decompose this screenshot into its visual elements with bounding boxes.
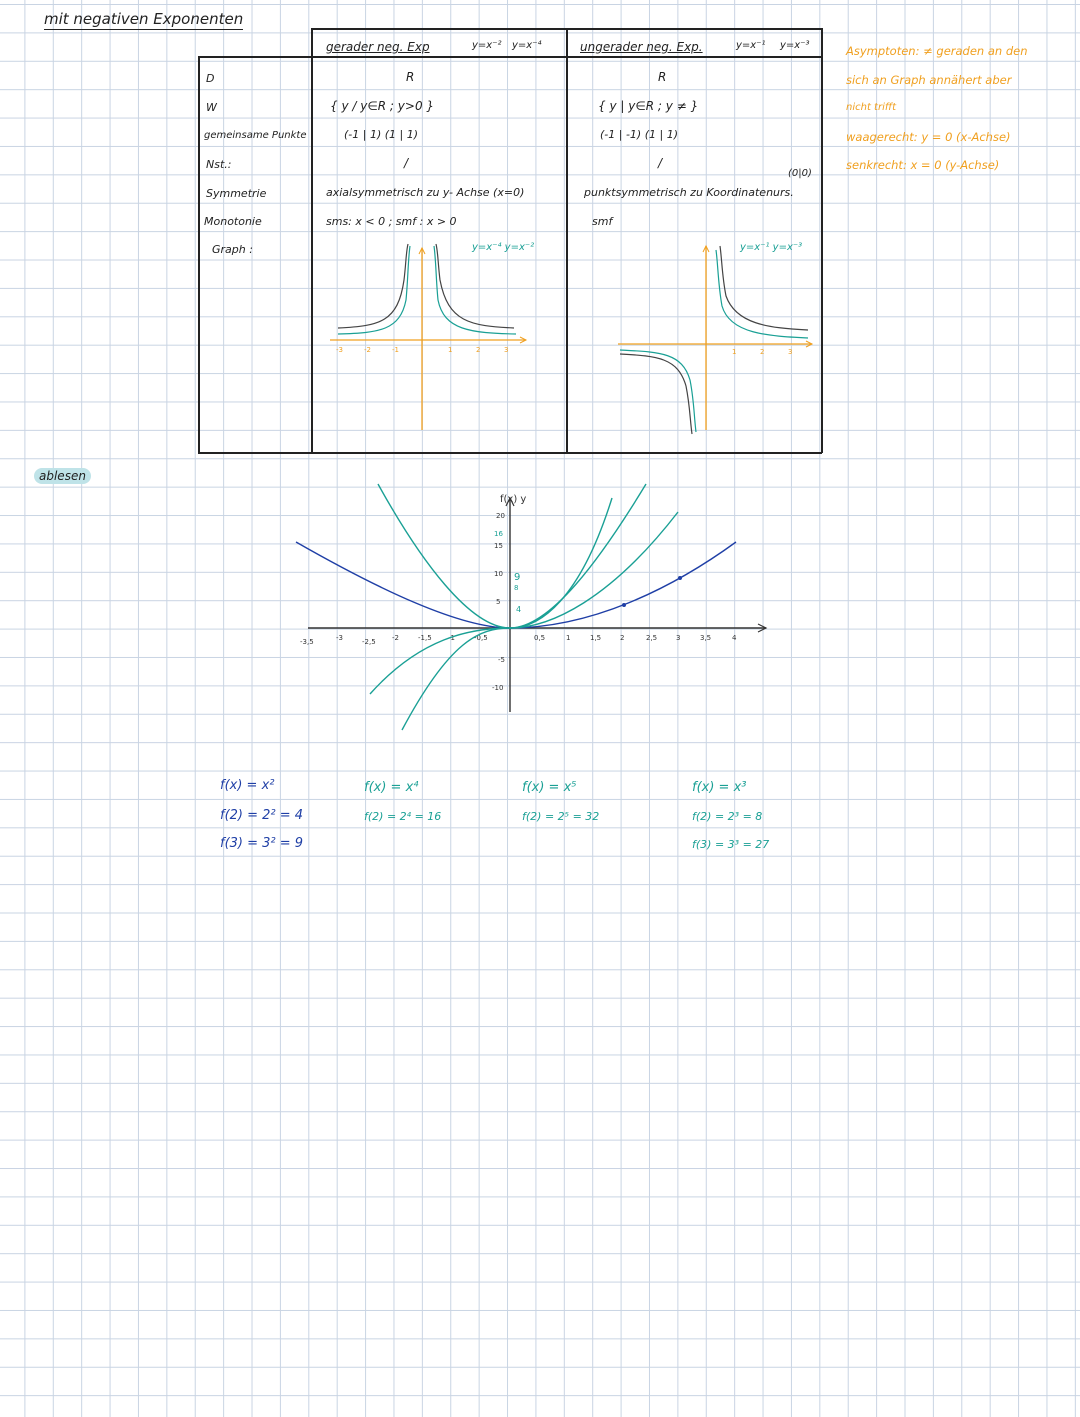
calc-x2-f2: f(2) = 2² = 4 [220,808,304,823]
even-curve-x-2-left [338,244,408,328]
row-label-nst: Nst.: [206,158,232,171]
even-tick-neg3: -3 [336,346,343,354]
big-y-tick: 5 [496,598,501,606]
even-legend: y=x⁻⁴ y=x⁻² [472,242,535,253]
big-x-tick: -0,5 [474,634,488,642]
row-label-points: gemeinsame Punkte [204,130,307,141]
row-label-symmetry: Symmetrie [206,187,267,200]
odd-curve-x-1-right [720,246,808,330]
point-x-squared-2 [622,603,626,607]
section-badge: ablesen [34,468,91,484]
big-x-tick: 2 [620,634,625,642]
asymptote-line-1: Asymptoten: ≠ geraden an den [846,44,1028,58]
even-tick-1: 1 [448,346,453,354]
asymptote-line-4: waagerecht: y = 0 (x-Achse) [846,130,1011,144]
odd-range: { y | y∈R ; y ≠ } [598,99,699,113]
even-nst: / [404,156,409,170]
even-curve-x-4-right [434,246,516,334]
asymptote-line-5: senkrecht: x = 0 (y-Achse) [846,158,1000,172]
row-label-w: W [206,101,217,114]
big-x-tick: -3 [336,634,343,642]
even-header: gerader neg. Exp [326,40,430,54]
big-x-tick: 2,5 [646,634,658,642]
big-x-tick: -3,5 [300,638,314,646]
even-points: (-1 | 1) (1 | 1) [344,128,419,141]
point-x-squared-3 [678,576,682,580]
big-y-label: f(x) y [500,494,527,505]
row-label-d: D [206,72,215,85]
odd-func2: y=x⁻³ [780,40,810,51]
odd-points: (-1 | -1) (1 | 1) [600,128,678,141]
even-symmetry: axialsymmetrisch zu y- Achse (x=0) [326,186,525,199]
big-x-tick: 1,5 [590,634,602,642]
even-tick-neg2: -2 [364,346,371,354]
odd-tick-3: 3 [788,348,793,356]
big-y-ticks [492,512,505,692]
calc-x4-f2: f(2) = 2⁴ = 16 [364,810,442,823]
big-annotation-9: 9 [514,572,521,583]
odd-origin: (0|0) [788,168,812,179]
odd-header: ungerader neg. Exp. [580,40,703,54]
row-label-graph: Graph : [212,243,253,256]
asymptote-line-2: sich an Graph annähert aber [846,73,1012,87]
odd-curve-x-3-left [620,350,696,432]
even-tick-3: 3 [504,346,509,354]
big-y-tick: 15 [494,542,503,550]
even-tick-neg1: -1 [392,346,399,354]
even-tick-2: 2 [476,346,481,354]
power-functions-graph [290,480,790,720]
big-x-tick: 3 [676,634,681,642]
curve-x-fifth [402,498,612,730]
odd-symmetry: punktsymmetrisch zu Koordinatenurs. [584,186,794,199]
even-curve-x-2-right [436,244,514,328]
big-y-tick: 10 [494,570,503,578]
even-domain: R [406,70,415,84]
row-label-monotony: Monotonie [204,215,262,228]
big-annotation-4: 4 [516,605,522,614]
asymptote-line-3: nicht trifft [846,102,896,113]
even-func2: y=x⁻⁴ [512,40,542,51]
big-annotation-8: 8 [514,584,519,592]
even-monotony: sms: x < 0 ; smf : x > 0 [326,215,457,228]
big-x-tick: 0,5 [534,634,546,642]
even-range: { y / y∈R ; y>0 } [330,99,435,113]
big-x-tick: 1 [566,634,571,642]
even-curve-x-4-left [338,246,410,334]
odd-graph [618,240,818,440]
calc-x2-def: f(x) = x² [220,778,275,793]
odd-monotony: smf [592,215,613,228]
calc-x5-def: f(x) = x⁵ [522,780,577,795]
big-x-ticks [300,634,737,646]
odd-func1: y=x⁻¹ [736,40,766,51]
calc-x3-f3: f(3) = 3³ = 27 [692,838,770,851]
even-graph [330,240,530,440]
big-x-tick: -1 [448,634,455,642]
calc-x5-f2: f(2) = 2⁵ = 32 [522,810,600,823]
odd-nst: / [658,156,663,170]
calc-x2-f3: f(3) = 3² = 9 [220,836,304,851]
big-x-tick: -2 [392,634,399,642]
curve-x-fourth [378,484,646,628]
big-x-tick: -1,5 [418,634,432,642]
even-func1: y=x⁻² [472,40,502,51]
calc-x4-def: f(x) = x⁴ [364,780,419,795]
odd-curve-x-1-left [620,354,692,434]
calc-x3-f2: f(2) = 2³ = 8 [692,810,763,823]
page-title: mit negativen Exponenten [44,10,244,28]
odd-domain: R [658,70,667,84]
big-x-tick: 4 [732,634,737,642]
odd-legend: y=x⁻¹ y=x⁻³ [740,242,803,253]
big-y-tick: -5 [498,656,505,664]
odd-tick-1: 1 [732,348,737,356]
big-y-tick: 20 [496,512,505,520]
big-y-tick: 16 [494,530,503,538]
odd-tick-2: 2 [760,348,765,356]
calc-x3-def: f(x) = x³ [692,780,747,795]
big-x-tick: 3,5 [700,634,712,642]
big-x-tick: -2,5 [362,638,376,646]
big-y-tick: -10 [492,684,504,692]
